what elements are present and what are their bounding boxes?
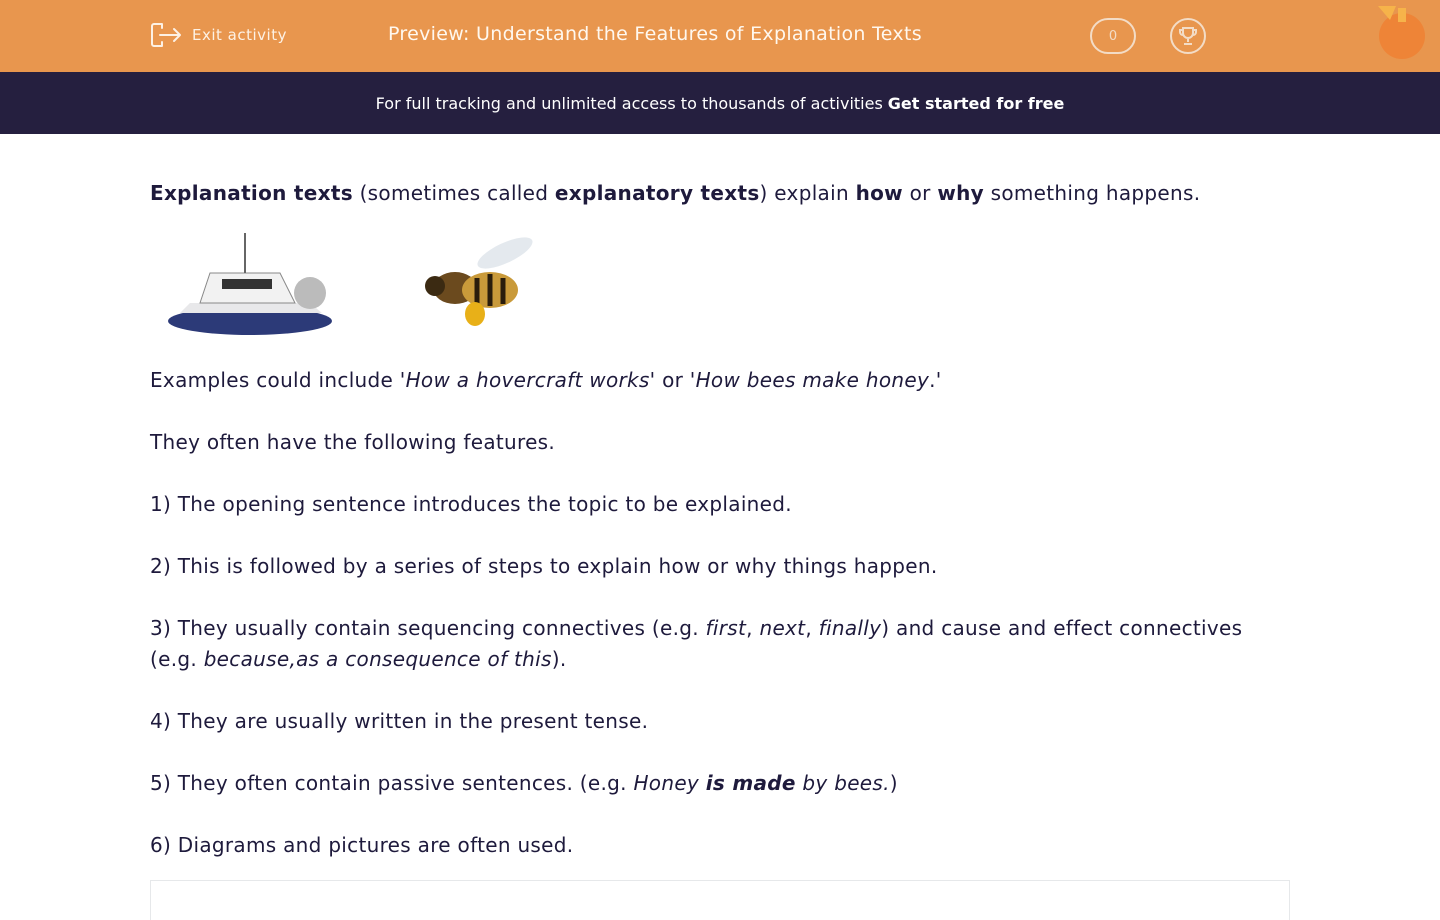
text: How bees make honey [695, 368, 930, 392]
score-badge: 0 [1090, 18, 1136, 54]
text: ). [551, 647, 567, 671]
bee-image [395, 228, 535, 338]
logo-icon [1376, 4, 1436, 64]
text: ) explain [759, 181, 856, 205]
hovercraft-image [150, 223, 355, 343]
exit-icon [150, 22, 182, 48]
banner-text: For full tracking and unlimited access to thousands of activities [375, 93, 883, 113]
example-images [150, 223, 1290, 343]
text: is made [705, 771, 796, 795]
text: how [855, 181, 903, 205]
feature-3 [150, 613, 1290, 675]
text: ) [889, 771, 898, 795]
get-started-link[interactable]: Get started for free [887, 93, 1065, 113]
text: , [746, 616, 760, 640]
text: ' or ' [649, 368, 696, 392]
text: 3) They usually contain sequencing connectives (e.g. [150, 616, 706, 640]
text: 5) They often contain passive sentences. (e.g. [150, 771, 634, 795]
page-title: Preview: Understand the Features of Explanation Texts [388, 23, 922, 45]
feature-5 [150, 768, 1290, 799]
text: , [805, 616, 819, 640]
intro-paragraph [150, 178, 1290, 209]
trophy-icon [1178, 26, 1198, 46]
lesson-content [0, 134, 1440, 861]
feature-6: 6) Diagrams and pictures are often used. [150, 833, 574, 857]
text: something happens. [983, 181, 1201, 205]
text: finally [818, 616, 882, 640]
text: by bees. [795, 771, 890, 795]
text: (sometimes called [352, 181, 555, 205]
text: Examples could include ' [150, 368, 406, 392]
text: explanatory texts [554, 181, 760, 205]
trophy-button[interactable] [1170, 18, 1206, 54]
question-card [150, 880, 1290, 920]
feature-1: 1) The opening sentence introduces the topic to be explained. [150, 492, 792, 516]
text: because,as a consequence of this [203, 647, 552, 671]
text: How a hovercraft works [405, 368, 650, 392]
text: Honey [633, 771, 706, 795]
feature-2: 2) This is followed by a series of steps to explain how or why things happen. [150, 554, 938, 578]
text: .' [929, 368, 942, 392]
features-intro: They often have the following features. [150, 430, 556, 454]
feature-4: 4) They are usually written in the present tense. [150, 709, 649, 733]
text: why [937, 181, 984, 205]
text: next [759, 616, 806, 640]
text: first [705, 616, 747, 640]
text: ) and cause and effect connectives (e.g. [150, 616, 1243, 671]
examples-paragraph [150, 365, 1290, 396]
text: or [902, 181, 938, 205]
text: Explanation texts [150, 181, 353, 205]
exit-label: Exit activity [192, 26, 287, 44]
signup-banner [0, 72, 1440, 134]
exit-activity-button[interactable] [150, 22, 287, 48]
top-bar [0, 0, 1440, 72]
